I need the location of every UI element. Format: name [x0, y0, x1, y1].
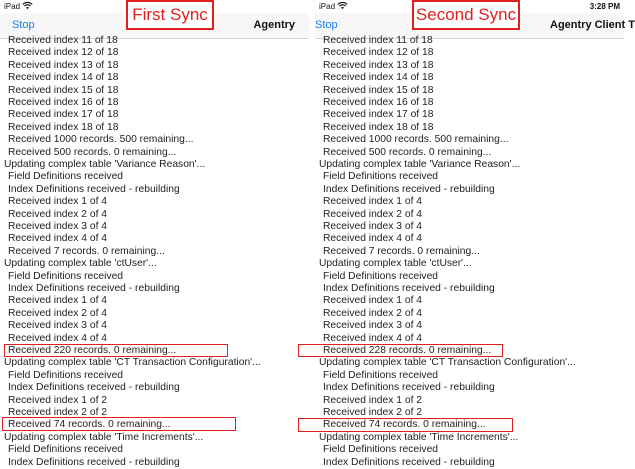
wifi-icon — [337, 1, 348, 10]
log-line: Index Definitions received - rebuilding — [323, 456, 495, 468]
log-line: Received 74 records. 0 remaining... — [8, 419, 171, 431]
carrier-label: iPad — [319, 2, 336, 11]
log-line: Received index 4 of 4 — [8, 332, 108, 344]
log-section-header: Updating complex table 'ctUser'... — [4, 258, 157, 270]
log-section-header: Updating complex table 'CT Transaction Configuration'... — [4, 357, 261, 369]
log-line: Received 1000 records. 500 remaining... — [8, 134, 194, 146]
log-section-header: Updating complex table 'CT Transaction Configuration'... — [319, 357, 576, 369]
window-title: Agentry — [253, 19, 295, 31]
log-line: Field Definitions received — [323, 369, 439, 381]
log-line: Field Definitions received — [8, 444, 124, 456]
log-section-header: Updating complex table 'Variance Reason'... — [319, 159, 521, 170]
stop-button[interactable]: Stop — [315, 19, 338, 31]
log-line: Received index 1 of 2 — [8, 394, 108, 406]
log-line: Index Definitions received - rebuilding — [8, 456, 180, 468]
log-line: Field Definitions received — [8, 270, 124, 282]
log-line: Index Definitions received - rebuilding — [323, 382, 495, 394]
clock: 3:28 PM — [589, 2, 620, 11]
log-line: Received index 1 of 4 — [323, 196, 423, 208]
log-line: Field Definitions received — [323, 171, 439, 183]
log-line: Received index 3 of 4 — [8, 221, 108, 232]
log-line: Received index 1 of 4 — [8, 295, 108, 307]
log-line: Field Definitions received — [323, 444, 439, 456]
log-line: Received 228 records. 0 remaining... — [323, 345, 492, 356]
log-section-header: Updating complex table 'Variance Reason'... — [4, 159, 206, 170]
log-section-header: Updating complex table 'Time Increments'... — [4, 431, 204, 443]
log-line: Received index 2 of 2 — [323, 407, 423, 418]
log-line: Received index 11 of 18 — [323, 35, 433, 46]
log-line: Received index 2 of 2 — [8, 407, 108, 418]
log-line: Received index 4 of 4 — [323, 332, 423, 344]
log-line: Received index 2 of 4 — [8, 307, 108, 319]
log-line: Received 1000 records. 500 remaining... — [323, 134, 509, 146]
log-line: Received index 15 of 18 — [323, 84, 434, 96]
log-line: Received index 3 of 4 — [323, 221, 423, 232]
log-line: Received index 3 of 4 — [323, 320, 423, 332]
log-line: Received index 16 of 18 — [323, 97, 434, 108]
log-line: Received index 2 of 4 — [8, 208, 108, 220]
log-line: Received index 17 of 18 — [8, 109, 119, 121]
first-sync-panel — [0, 0, 309, 468]
log-line: Index Definitions received - rebuilding — [8, 382, 180, 394]
log-line: Field Definitions received — [8, 369, 124, 381]
log-line: Received 220 records. 0 remaining... — [8, 345, 177, 356]
log-line: Index Definitions received - rebuilding — [323, 283, 495, 294]
stop-button[interactable]: Stop — [12, 19, 35, 31]
log-line: Received index 11 of 18 — [8, 35, 118, 46]
log-line: Received 7 records. 0 remaining... — [8, 245, 165, 257]
log-line: Received index 12 of 18 — [8, 47, 119, 59]
log-section-header: Updating complex table 'Time Increments'... — [319, 431, 519, 443]
log-line: Received index 15 of 18 — [8, 84, 119, 96]
log-line: Received index 18 of 18 — [8, 121, 119, 133]
log-line: Received index 2 of 4 — [323, 307, 423, 319]
log-line: Received index 12 of 18 — [323, 47, 434, 59]
log-line: Received 500 records. 0 remaining... — [8, 146, 177, 158]
log-line: Received index 16 of 18 — [8, 97, 119, 108]
log-line: Received index 3 of 4 — [8, 320, 108, 332]
log-line: Received 74 records. 0 remaining... — [323, 419, 486, 431]
log-line: Received index 4 of 4 — [8, 233, 108, 245]
second-sync-annotation: Second Sync — [412, 0, 520, 30]
log-line: Received 500 records. 0 remaining... — [323, 146, 492, 158]
log-line: Received index 13 of 18 — [8, 59, 119, 71]
second-sync-panel — [315, 0, 635, 468]
log-line: Received index 1 of 4 — [323, 295, 423, 307]
log-line: Received index 17 of 18 — [323, 109, 434, 121]
log-line: Received index 13 of 18 — [323, 59, 434, 71]
log-section-header: Updating complex table 'ctUser'... — [319, 258, 472, 270]
first-sync-annotation: First Sync — [126, 0, 214, 30]
log-line: Field Definitions received — [323, 270, 439, 282]
carrier-label: iPad — [4, 2, 21, 11]
wifi-icon — [22, 1, 33, 10]
window-title: Agentry Client T — [550, 19, 635, 31]
log-line: Received index 4 of 4 — [323, 233, 423, 245]
log-line: Received index 2 of 4 — [323, 208, 423, 220]
log-line: Field Definitions received — [8, 171, 124, 183]
log-line: Received index 14 of 18 — [8, 72, 119, 84]
log-line: Received index 14 of 18 — [323, 72, 434, 84]
log-line: Received 7 records. 0 remaining... — [323, 245, 480, 257]
log-line: Received index 18 of 18 — [323, 121, 434, 133]
log-line: Index Definitions received - rebuilding — [8, 183, 180, 195]
log-line: Index Definitions received - rebuilding — [323, 183, 495, 195]
log-line: Received index 1 of 4 — [8, 196, 108, 208]
log-line: Received index 1 of 2 — [323, 394, 423, 406]
log-line: Index Definitions received - rebuilding — [8, 283, 180, 294]
